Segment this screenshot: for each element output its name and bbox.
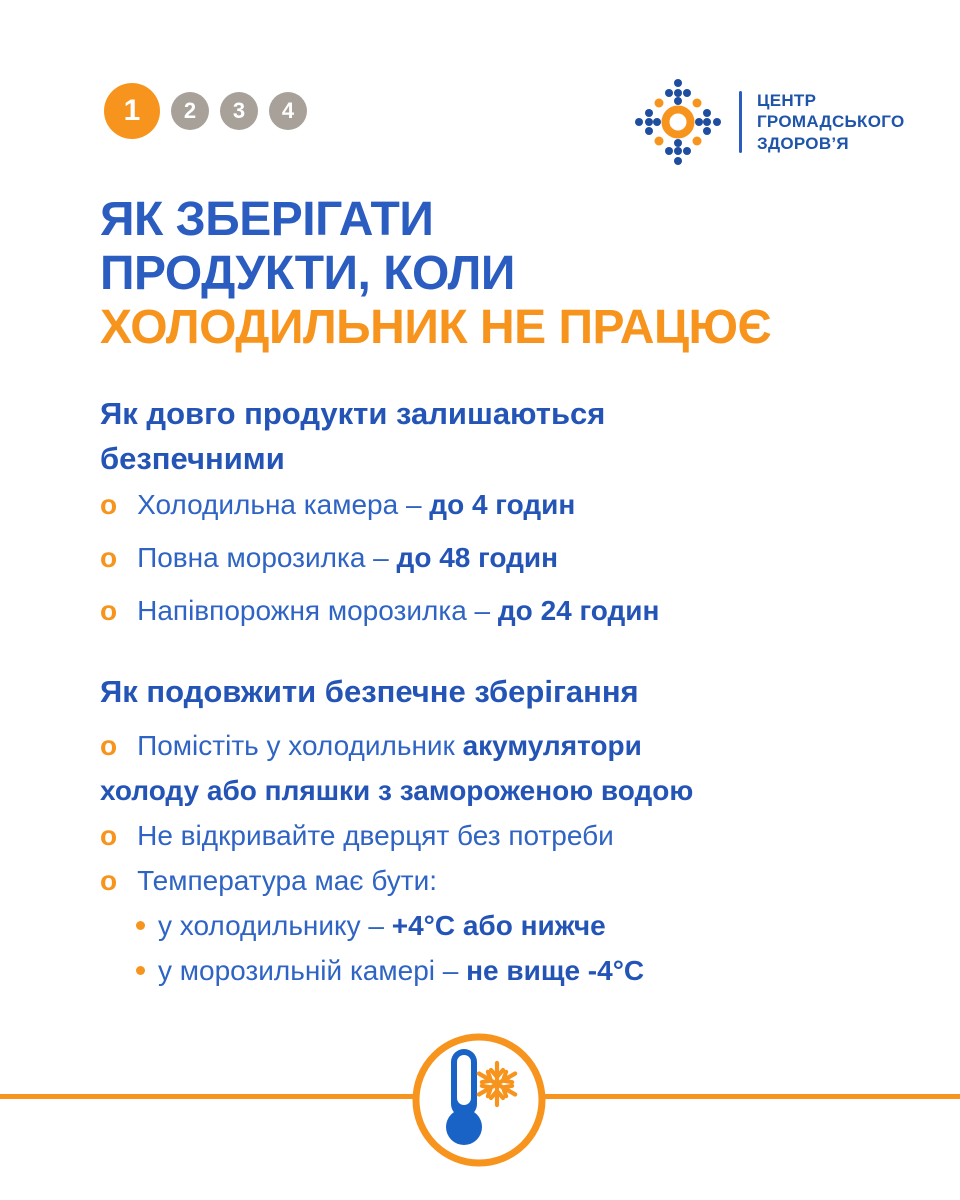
- list-item: [100, 488, 659, 522]
- list-item-bold: до 24 годин: [497, 595, 660, 626]
- list-item-text: Помістіть у холодильник: [137, 730, 463, 761]
- org-logo: [630, 74, 905, 170]
- list-item-text: Повна морозилка –: [137, 542, 397, 573]
- thermometer-snowflake-icon: [409, 1030, 549, 1170]
- page-title: [100, 193, 771, 355]
- title-line-3: ХОЛОДИЛЬНИК НЕ ПРАЦЮЄ: [100, 301, 772, 354]
- sub-list-item-bold: +4°C або нижче: [391, 910, 606, 941]
- list-item-bold: до 48 годин: [396, 542, 559, 573]
- sub-bullet-dot-icon: [136, 921, 145, 930]
- step-indicator-1[interactable]: 1: [104, 83, 160, 139]
- section1-bullets: [100, 488, 659, 647]
- title-line-1: ЯК ЗБЕРІГАТИ: [100, 193, 434, 246]
- bullet-icon: o: [100, 489, 118, 520]
- list-item: [100, 594, 659, 628]
- list-item-bold: акумулятори холоду або пляшки з замороженою водою: [100, 730, 694, 806]
- section1-heading: Як довго продукти залишаються безпечними: [100, 396, 606, 476]
- list-item-text: Не відкривайте дверцят без потреби: [137, 820, 614, 851]
- title-line-2: ПРОДУКТИ, КОЛИ: [100, 247, 515, 300]
- list-item: [100, 813, 920, 858]
- bullet-icon: o: [100, 542, 118, 573]
- step-pagination: [104, 83, 307, 139]
- sub-list-item-text: у морозильній камері –: [158, 955, 467, 986]
- sub-list-item: [100, 948, 920, 993]
- step-indicator-2[interactable]: 2: [171, 92, 209, 130]
- logo-line-1: ЦЕНТР: [757, 90, 817, 110]
- bullet-icon: o: [100, 730, 118, 761]
- section2-heading: Як подовжити безпечне зберігання: [100, 674, 639, 709]
- list-item-text: Холодильна камера –: [137, 489, 430, 520]
- logo-wordmark: [757, 90, 905, 155]
- logo-mark-icon: [630, 74, 726, 170]
- list-item-text: Температура має бути:: [137, 865, 438, 896]
- section2-bullets: [100, 723, 920, 993]
- list-item: [100, 541, 659, 575]
- bullet-icon: o: [100, 820, 118, 851]
- step-indicator-3[interactable]: 3: [220, 92, 258, 130]
- logo-line-2: ГРОМАДСЬКОГО: [757, 112, 905, 132]
- list-item: [100, 723, 725, 813]
- logo-divider: [739, 91, 742, 153]
- bullet-icon: o: [100, 595, 118, 626]
- sub-list-item-bold: не вище -4°C: [466, 955, 645, 986]
- step-indicator-4[interactable]: 4: [269, 92, 307, 130]
- sub-list-item-text: у холодильнику –: [158, 910, 392, 941]
- bullet-icon: o: [100, 865, 118, 896]
- list-item-bold: до 4 годин: [429, 489, 576, 520]
- sub-bullet-dot-icon: [136, 966, 145, 975]
- logo-line-3: ЗДОРОВ’Я: [757, 133, 849, 153]
- list-item-text: Напівпорожня морозилка –: [137, 595, 498, 626]
- sub-list-item: [100, 903, 920, 948]
- list-item: [100, 858, 920, 903]
